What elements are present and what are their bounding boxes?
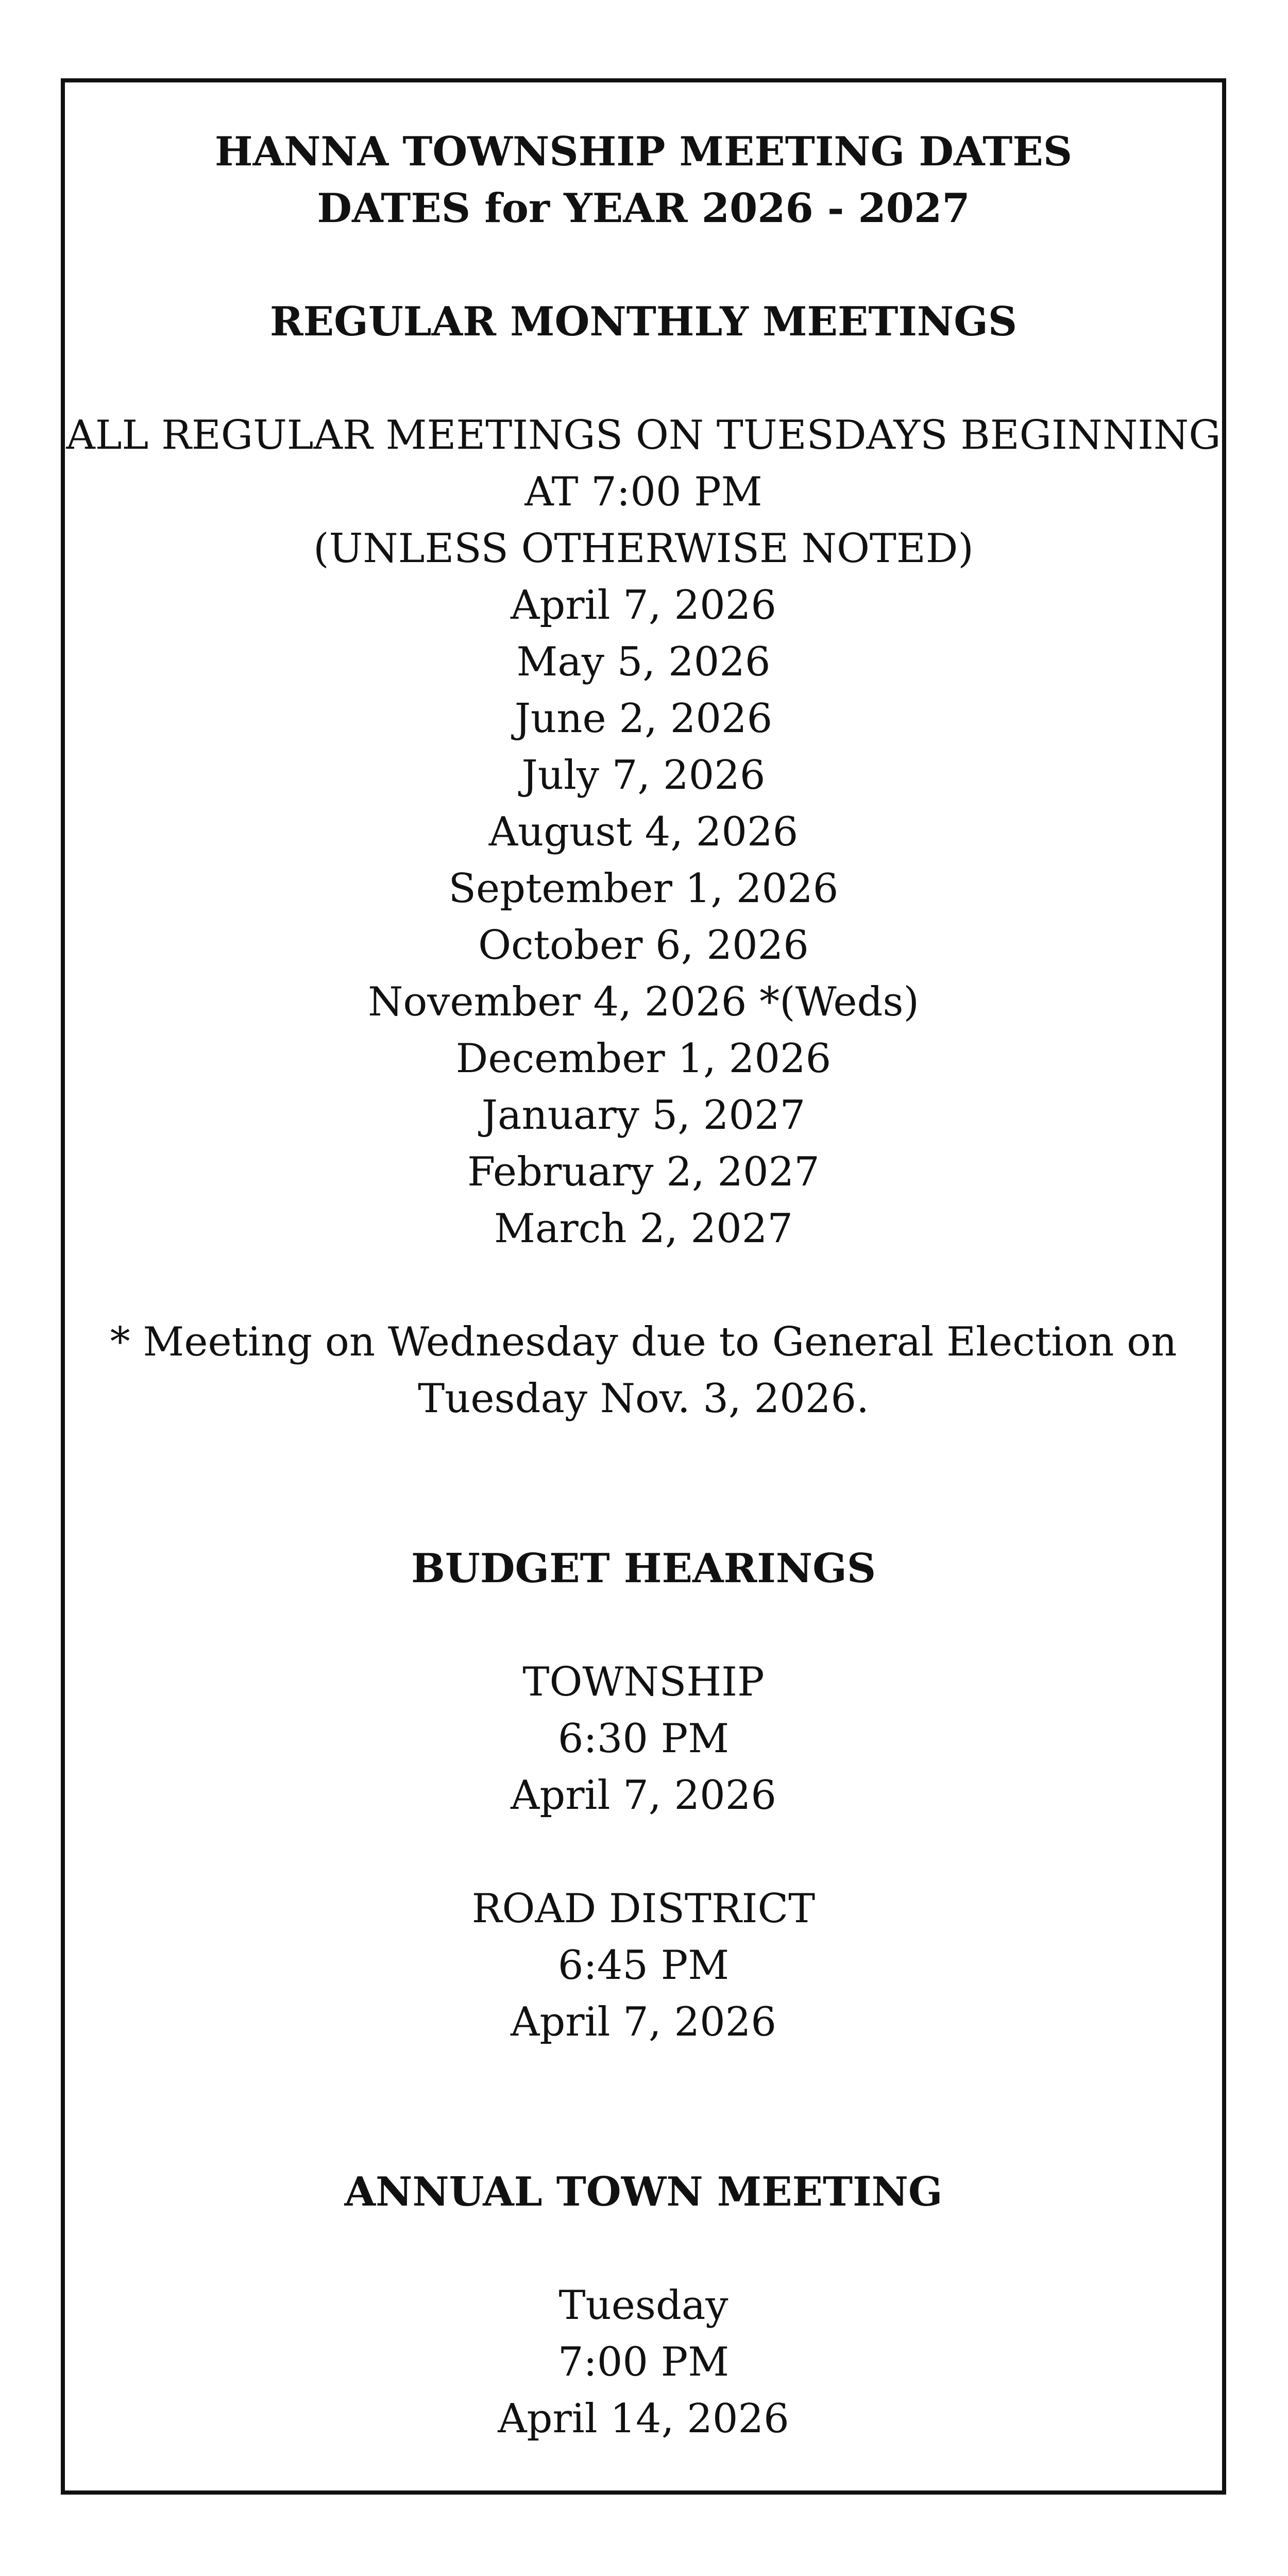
meeting-date-december: December 1, 2026: [455, 1036, 832, 1082]
document-border: [61, 78, 1226, 2495]
annual-town-meeting-heading: ANNUAL TOWN MEETING: [344, 2168, 943, 2215]
regular-intro-line-1: ALL REGULAR MEETINGS ON TUESDAYS BEGINNING: [66, 412, 1221, 459]
township-hearing-label: TOWNSHIP: [522, 1659, 765, 1705]
meeting-date-october: October 6, 2026: [478, 922, 809, 969]
road-district-hearing-time: 6:45 PM: [557, 1942, 730, 1989]
township-hearing-time: 6:30 PM: [557, 1716, 730, 1762]
annual-meeting-time: 7:00 PM: [557, 2339, 730, 2385]
election-footnote-line-2: Tuesday Nov. 3, 2026.: [418, 1376, 869, 1422]
annual-meeting-day: Tuesday: [558, 2282, 728, 2329]
regular-intro-line-2: AT 7:00 PM: [524, 469, 762, 515]
annual-meeting-date: April 14, 2026: [498, 2396, 789, 2442]
meeting-date-january: January 5, 2027: [481, 1092, 806, 1139]
meeting-date-june: June 2, 2026: [514, 696, 773, 742]
title-line-1: HANNA TOWNSHIP MEETING DATES: [214, 128, 1073, 175]
meeting-date-march: March 2, 2027: [494, 1206, 793, 1252]
meeting-date-april: April 7, 2026: [511, 582, 776, 629]
meeting-date-february: February 2, 2027: [467, 1149, 820, 1195]
meeting-date-august: August 4, 2026: [488, 809, 799, 855]
regular-meetings-heading: REGULAR MONTHLY MEETINGS: [269, 298, 1018, 345]
budget-hearings-heading: BUDGET HEARINGS: [411, 1545, 876, 1592]
title-line-2: DATES for YEAR 2026 - 2027: [317, 185, 970, 232]
meeting-date-july: July 7, 2026: [521, 752, 766, 799]
road-district-hearing-label: ROAD DISTRICT: [471, 1886, 816, 1932]
meeting-date-november: November 4, 2026 *(Weds): [368, 979, 919, 1025]
meeting-date-may: May 5, 2026: [516, 639, 771, 685]
road-district-hearing-date: April 7, 2026: [511, 1999, 776, 2045]
township-hearing-date: April 7, 2026: [511, 1772, 776, 1819]
meeting-date-september: September 1, 2026: [448, 866, 839, 912]
regular-intro-line-3: (UNLESS OTHERWISE NOTED): [313, 526, 974, 572]
election-footnote-line-1: * Meeting on Wednesday due to General Election on: [110, 1319, 1177, 1365]
document-content: [65, 124, 1222, 2447]
